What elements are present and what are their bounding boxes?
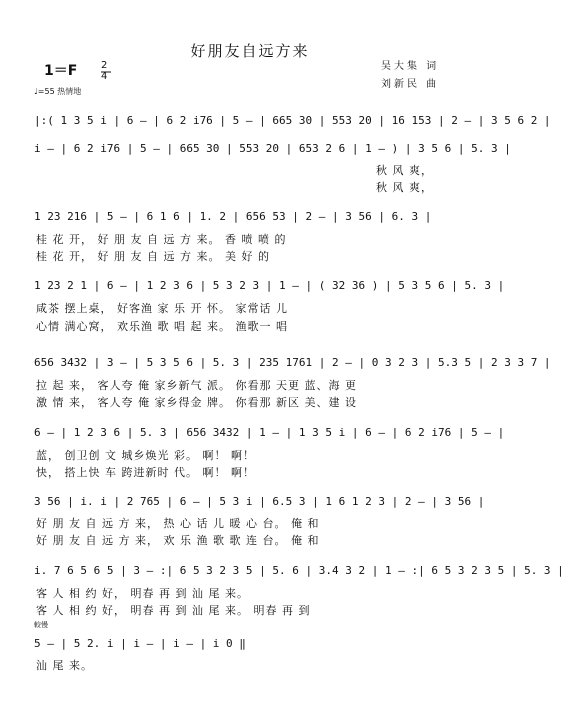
meter-bottom: 4 [101, 71, 108, 82]
system-3-lyrics-2: 桂 花 开， 好 朋 友 自 远 方 来。 美 好 的 [36, 250, 270, 263]
system-2-lyrics-1: 秋 风 爽， [376, 164, 433, 177]
system-5-lyrics-1: 拉 起 来， 客人夸 俺 家乡新气 派。 你看那 天更 蓝、海 更 [36, 379, 357, 392]
tempo-marking: ♩=55 热情地 [34, 87, 82, 96]
system-9-notes: 5 — | 5 2. i | i — | i — | i 0 ‖ [34, 637, 246, 650]
system-3-lyrics-1: 桂 花 开， 好 朋 友 自 远 方 来。 香 喷 喷 的 [36, 233, 287, 246]
system-6-lyrics-2: 快， 搭上快 车 跨进新时 代。 啊！ 啊！ [36, 466, 255, 479]
system-7-lyrics-1: 好 朋 友 自 远 方 来， 热 心 话 儿 暖 心 台。 俺 和 [36, 517, 320, 530]
system-3-notes: 1 23 216 | 5 — | 6 1 6 | 1. 2 | 656 53 | 2 — | 3 56 | 6. 3 | [34, 210, 432, 223]
meter-top: 2 [101, 60, 108, 71]
system-8-lyrics-1: 客 人 相 约 好， 明春 再 到 汕 尾 来。 [36, 587, 249, 600]
system-6-lyrics-1: 蓝， 创卫创 文 城乡焕光 彩。 啊！ 啊！ [36, 449, 255, 462]
meter-line [101, 71, 111, 73]
composer-credit: 刘新民 曲 [381, 79, 440, 90]
system-9-lyrics-1: 汕 尾 来。 [36, 659, 93, 672]
system-1-notes: |:( 1 3 5 i | 6 — | 6 2 i76 | 5 — | 665 30 | 553 20 | 16 153 | 2 — | 3 5 6 2 | [34, 114, 551, 127]
system-7-lyrics-2: 好 朋 友 自 远 方 来， 欢 乐 渔 歌 歌 连 台。 俺 和 [36, 534, 320, 547]
system-2-lyrics-2: 秋 风 爽， [376, 181, 433, 194]
system-9-marking: 較慢 [34, 621, 48, 629]
system-4-lyrics-1: 咸茶 摆上桌， 好客渔 家 乐 开 怀。 家常话 儿 [36, 302, 288, 315]
system-2-notes: i — | 6 2 i76 | 5 — | 665 30 | 553 20 | 653 2 6 | 1 — ) | 3 5 6 | 5. 3 | [34, 142, 511, 155]
page-title: 好朋友自远方来 [190, 42, 310, 60]
system-5-lyrics-2: 激 情 来， 客人夸 俺 家乡得金 牌。 你看那 新区 美、建 设 [36, 396, 357, 409]
system-5-notes: 656 3432 | 3 — | 5 3 5 6 | 5. 3 | 235 1761 | 2 — | 0 3 2 3 | 5.3 5 | 2 3 3 7 | [34, 356, 551, 369]
system-8-lyrics-2: 客 人 相 约 好， 明春 再 到 汕 尾 来。 明春 再 到 [36, 604, 311, 617]
system-4-lyrics-2: 心情 满心窝， 欢乐渔 歌 唱 起 来。 渔歌一 唱 [36, 320, 288, 333]
system-6-notes: 6 — | 1 2 3 6 | 5. 3 | 656 3432 | 1 — | 1 3 5 i | 6 — | 6 2 i76 | 5 — | [34, 426, 505, 439]
lyricist-credit: 吴大集 词 [381, 61, 440, 72]
system-7-notes: 3 56 | i. i | 2 765 | 6 — | 5 3 i | 6.5 3 | 1 6 1 2 3 | 2 — | 3 56 | [34, 495, 485, 508]
key-signature: 1＝F [44, 63, 78, 79]
system-4-notes: 1 23 2 1 | 6 — | 1 2 3 6 | 5 3 2 3 | 1 — | ( 32 36 ) | 5 3 5 6 | 5. 3 | [34, 279, 505, 292]
system-8-notes: i. 7 6 5 6 5 | 3 — :| 6 5 3 2 3 5 | 5. 6 | 3.4 3 2 | 1 — :| 6 5 3 2 3 5 | 5. 3 | [34, 564, 564, 577]
